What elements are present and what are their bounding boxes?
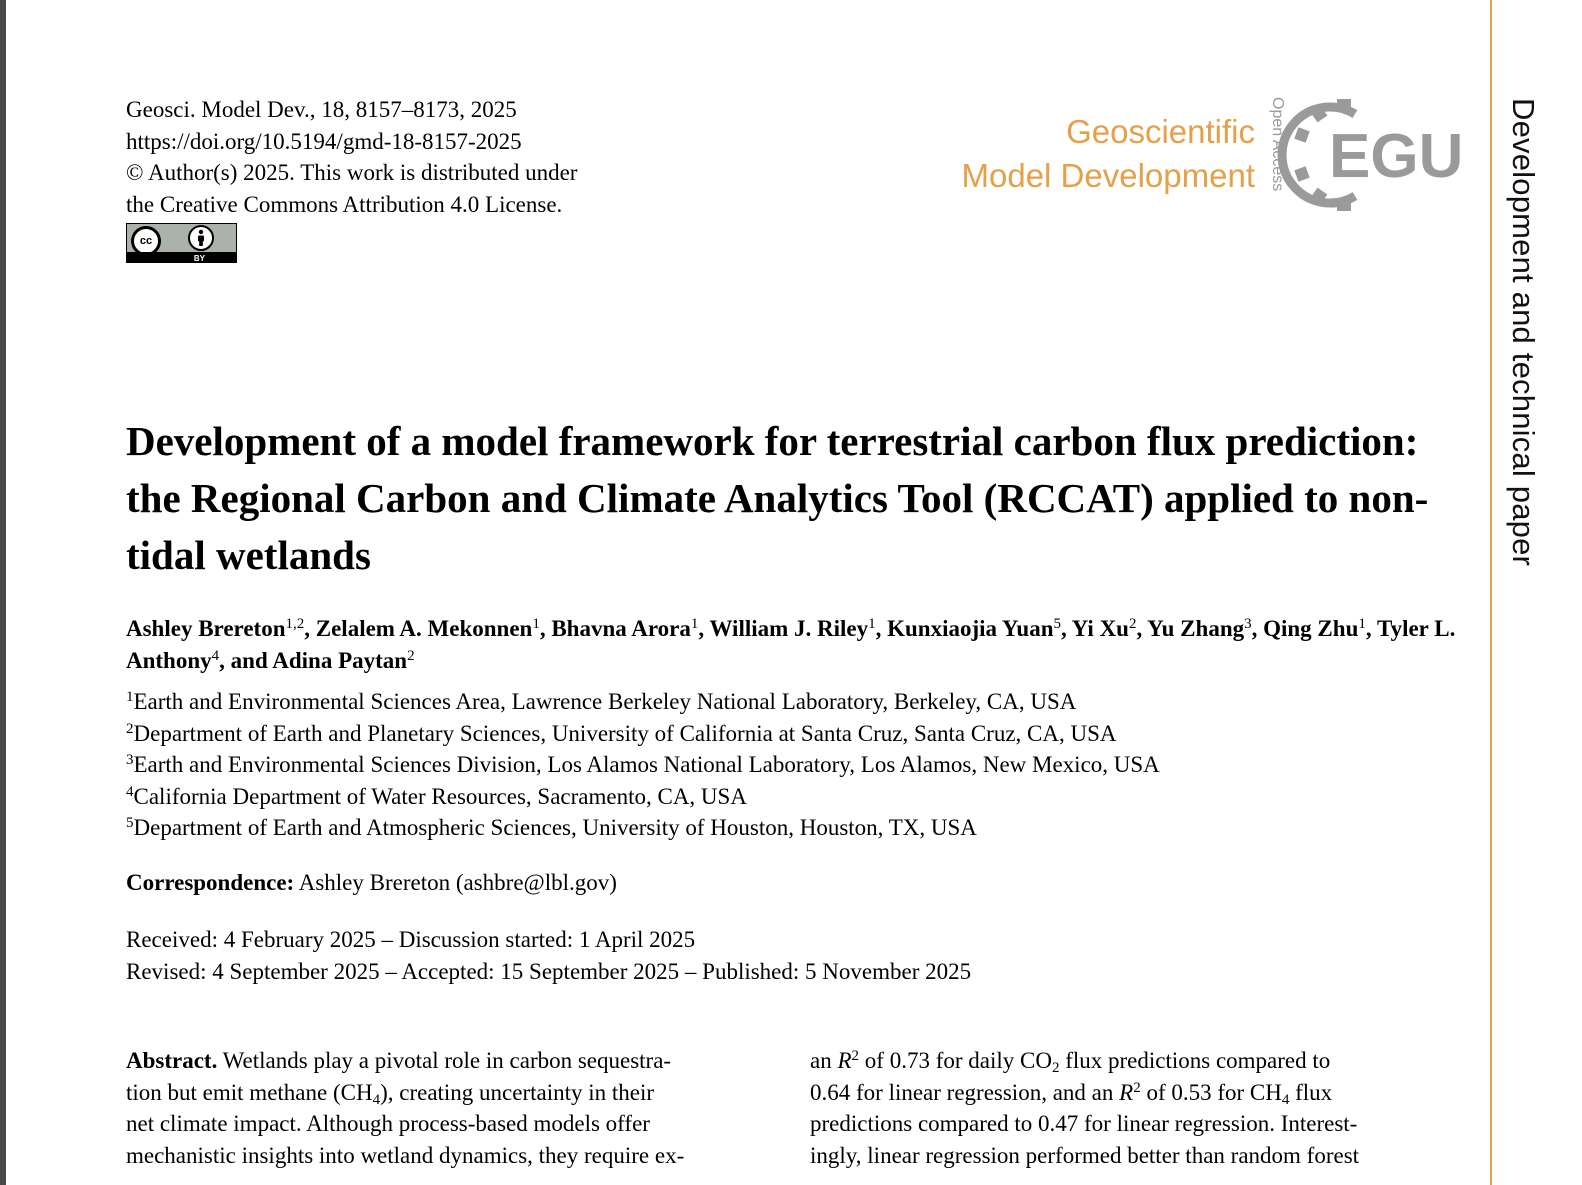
- author-name: Adina Paytan: [272, 647, 408, 673]
- paper-title: Development of a model framework for terrestrial carbon flux prediction: the Regional Carbon and Climate Analytics Tool (RCCAT) applied to non-tidal wetlands: [126, 418, 1429, 578]
- author-name: Zelalem A. Mekonnen: [315, 616, 533, 641]
- abstract-label: Abstract.: [126, 1048, 218, 1073]
- affiliation: $^2$Department of Earth and Planetary Sciences, University of California at Santa Cruz, Santa Cruz, CA, USA: [126, 720, 1117, 746]
- author-separator: ,: [875, 616, 888, 641]
- author-affiliation-marker: 4: [211, 647, 220, 664]
- journal-name: [900, 110, 1255, 198]
- license-line-2: the Creative Commons Attribution 4.0 License.: [126, 191, 563, 217]
- dates-line-1: Received: 4 February 2025 – Discussion started: 1 April 2025: [126, 927, 696, 952]
- author-separator: ,: [1136, 616, 1148, 641]
- article-type-label: Development and technical paper: [1506, 98, 1541, 567]
- author-name: Qing Zhu: [1263, 616, 1359, 641]
- citation: Geosci. Model Dev., 18, 8157–8173, 2025: [126, 97, 517, 122]
- author-name: Yu Zhang: [1147, 616, 1245, 641]
- correspondence: [126, 867, 617, 899]
- affiliation: $^3$Earth and Environmental Sciences Division, Los Alamos National Laboratory, Los Alamos, New Mexico, USA: [126, 752, 1160, 777]
- publication-dates: [126, 924, 971, 987]
- correspondence-label: Correspondence:: [126, 870, 295, 895]
- egu-text: EGU: [1329, 122, 1464, 191]
- doi-link[interactable]: https://doi.org/10.5194/gmd-18-8157-2025: [126, 128, 522, 154]
- author-affiliation-marker: 3: [1244, 616, 1252, 632]
- author-name: Bhavna Arora: [551, 616, 691, 641]
- author-separator: ,: [1251, 616, 1264, 641]
- dates-line-2: Revised: 4 September 2025 – Accepted: 15 September 2025 – Published: 5 November 2025: [126, 958, 972, 984]
- cc-by-license-badge[interactable]: [126, 223, 237, 263]
- author-name: Yi Xu: [1071, 616, 1129, 641]
- author-name: Tyler L. Anthony: [126, 616, 1456, 673]
- author-separator: ,: [304, 616, 316, 641]
- viewer-left-edge: [0, 0, 6, 1185]
- affiliation: $^5$Department of Earth and Atmospheric Sciences, University of Houston, Houston, TX, USA: [126, 815, 977, 840]
- author-separator: , and: [219, 647, 273, 673]
- journal-name-line-1: Geoscientific: [1066, 113, 1255, 150]
- author-name: William J. Riley: [709, 616, 869, 641]
- author-name: Ashley Brereton: [126, 616, 286, 641]
- author-affiliation-marker: 1,2: [285, 616, 305, 632]
- author-affiliation-marker: 2: [1128, 616, 1137, 632]
- attribution-person-icon: [188, 225, 214, 251]
- by-label: BY: [193, 254, 205, 263]
- open-access-label: Open Access: [1269, 97, 1286, 192]
- author-affiliation-marker: 1: [868, 616, 876, 632]
- author-separator: ,: [698, 616, 710, 641]
- author-separator: ,: [539, 616, 552, 641]
- journal-name-line-2: Model Development: [961, 157, 1255, 194]
- badge-bar: [127, 252, 236, 262]
- author-separator: ,: [1061, 616, 1072, 641]
- affiliation: $^4$California Department of Water Resources, Sacramento, CA, USA: [126, 783, 747, 809]
- egu-logo-icon: [1293, 96, 1464, 214]
- author-separator: ,: [1365, 616, 1377, 641]
- author-list: [126, 613, 1466, 676]
- author-affiliation-marker: 1: [1358, 616, 1366, 632]
- author-affiliation-marker: 2: [407, 647, 415, 664]
- abstract-column-left: Abstract. Wetlands play a pivotal role in carbon sequestra- tion but emit methane $(CH_4)$, creating uncertainty in their net climate impact. Although process-based models offer mechanistic insights into wetland dynamics, they require ex-: [126, 1048, 685, 1168]
- correspondence-text[interactable]: Ashley Brereton (ashbre@lbl.gov): [294, 870, 617, 895]
- author-affiliation-marker: 5: [1053, 616, 1062, 632]
- affiliations: [126, 686, 1456, 844]
- author-affiliation-marker: 1: [532, 616, 540, 632]
- citation-block: [126, 94, 577, 220]
- author-name: Kunxiaojia Yuan: [887, 616, 1054, 641]
- license-line-1: © Author(s) 2025. This work is distributed under: [126, 160, 578, 185]
- abstract-column-right: an $R^2$ of 0.73 for daily $CO_2$ flux predictions compared to 0.64 for linear regression, and an $R^2$ of 0.53 for $CH_4$ flux predictions compared to 0.47 for linear regression. Interest- ingly, linear regression performed better than random forest: [810, 1048, 1360, 1168]
- affiliation: $^1$Earth and Environmental Sciences Area, Lawrence Berkeley National Laboratory, Berkeley, CA, USA: [126, 689, 1077, 714]
- cc-icon: cc: [131, 226, 161, 256]
- author-affiliation-marker: 1: [690, 616, 699, 632]
